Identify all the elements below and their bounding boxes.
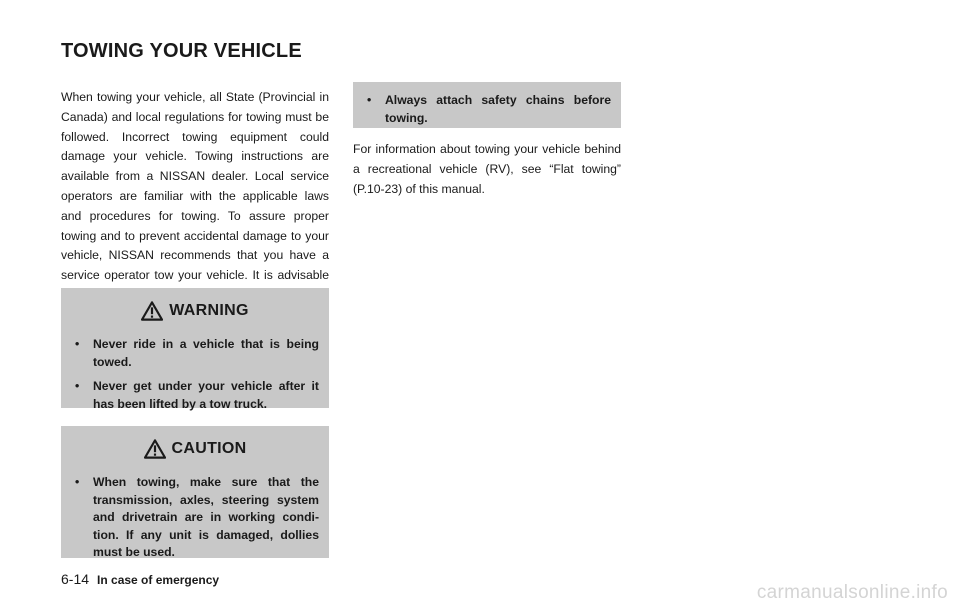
caution-title: CAUTION [171,440,247,457]
watermark: carmanualsonline.info [756,582,948,603]
right-column-text [353,140,621,199]
intro-paragraph: When towing your vehicle, all State (Provincial in Canada) and local regulations for towing must be followed. Incorrect towing equipment could damage your vehicle. Towing instructions are available from a NISSAN dealer. Local service operators are familiar with the applicable laws and procedures for towing. To assure proper towing and to prevent accidental damage to your vehicle, NISSAN recommends that you have a service operator tow your vehicle. It is advisable [61,90,329,283]
list-item [71,378,319,413]
list-item [71,336,319,371]
list-item [363,92,611,127]
caution-item-text: When towing, make sure that the transmission, axles, steering system and drivetrain are in working condi-tion. If any unit is damaged, dollies must be used. [93,475,319,559]
rv-towing-paragraph: For information about towing your vehicle behind a recreational vehicle (RV), see “Flat towing” (P.10-23) of this manual. [353,142,621,196]
safety-chain-list [363,92,611,127]
list-item [71,474,319,562]
caution-header [71,434,319,464]
warning-item-text: Never ride in a vehicle that is being towed. [93,337,319,369]
bullet-dot: • [75,475,80,489]
bullet-dot: • [367,93,372,107]
warning-header [71,296,319,326]
page-footer [61,571,219,587]
bullet-dot: • [75,379,80,393]
warning-list [71,336,319,413]
footer-section-name: In case of emergency [97,573,220,587]
safety-chain-box [353,82,621,128]
safety-chain-item-text: Always attach safety chains before towing. [385,93,611,125]
caution-list [71,474,319,562]
caution-box [61,426,329,558]
warning-triangle-icon [144,439,166,459]
warning-item-text: Never get under your vehicle after it has been lifted by a tow truck. [93,379,319,411]
warning-triangle-icon [141,301,163,321]
page-number: 6-14 [61,571,90,587]
section-title: TOWING YOUR VEHICLE [61,40,302,62]
warning-title: WARNING [169,302,249,319]
bullet-dot: • [75,337,80,351]
warning-box [61,288,329,411]
